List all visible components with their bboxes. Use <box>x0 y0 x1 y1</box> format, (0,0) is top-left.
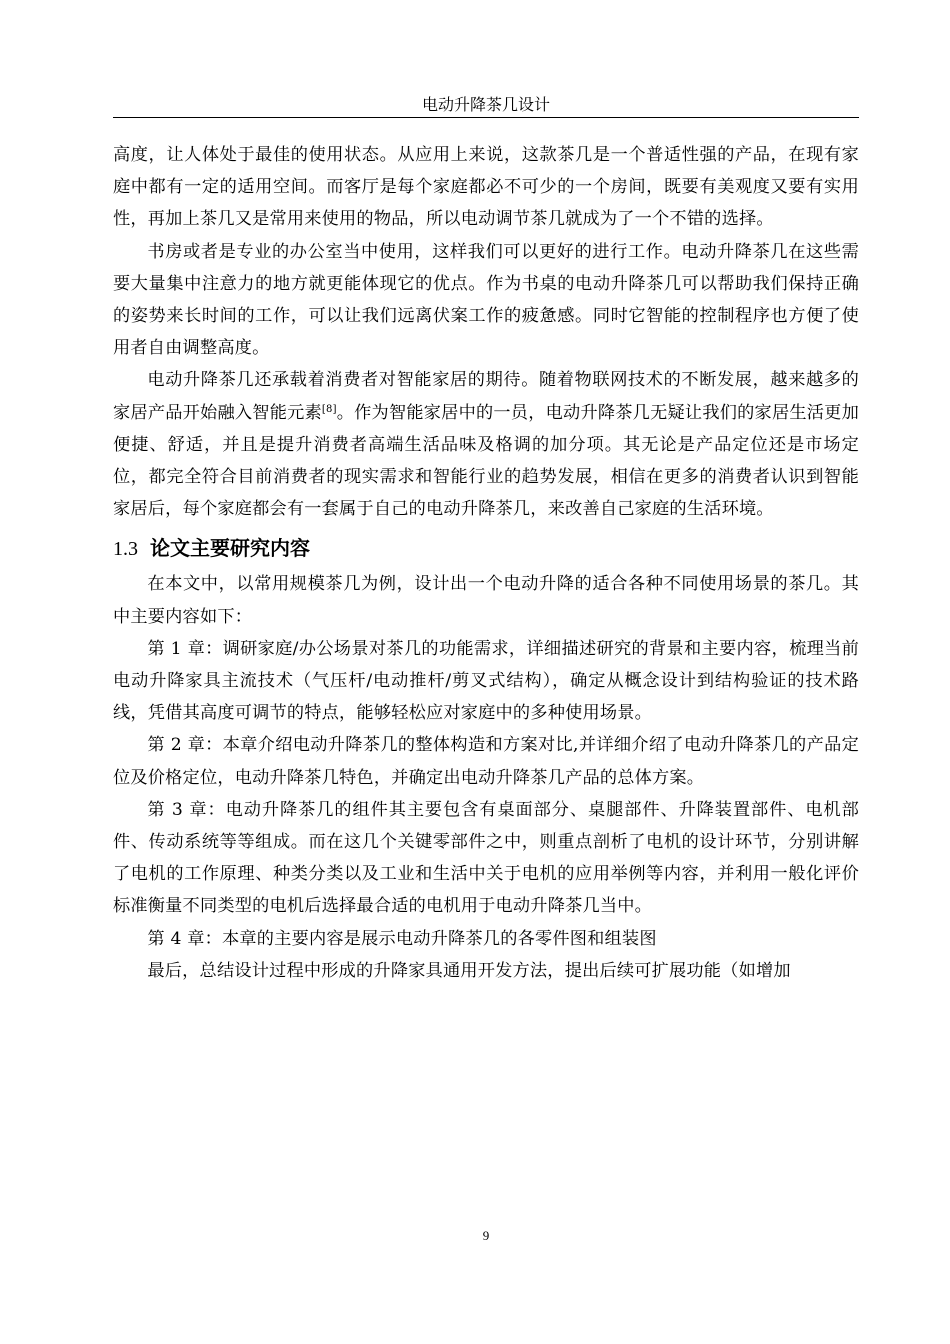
paragraph-chapter-1: 第 1 章：调研家庭/办公场景对茶几的功能需求，详细描述研究的背景和主要内容，梳理当前电动升降家具主流技术（气压杆/电动推杆/剪叉式结构），确定从概念设计到结构验证的技术路线，凭借其高度可调节的特点，能够轻松应对家庭中的多种使用场景。 <box>113 638 859 724</box>
citation-ref: [8] <box>321 403 337 415</box>
paragraph-chapter-2: 第 2 章：本章介绍电动升降茶几的整体构造和方案对比,并详细介绍了电动升降茶几的产品定位及价格定位，电动升降茶几特色，并确定出电动升降茶几产品的总体方案。 <box>113 735 859 788</box>
section-title: 论文主要研究内容 <box>150 536 310 561</box>
paragraph-continued: 高度，让人体处于最佳的使用状态。从应用上来说，这款茶几是一个普适性强的产品，在现有家庭中都有一定的适用空间。而客厅是每个家庭都必不可少的一个房间，既要有美观度又要有实用性，再加上茶几又是常用来使用的物品，所以电动调节茶几就成为了一个不错的选择。 <box>113 145 859 230</box>
paragraph-text: 电动升降茶几还承载着消费者对智能家居的期待。随着物联网技术的不断发展，越来越多的家居产品开始融入智能元素 <box>113 370 859 423</box>
paragraph-chapter-3: 第 3 章：电动升降茶几的组件其主要包含有桌面部分、桌腿部件、升降装置部件、电机部件、传动系统等等组成。而在这几个关键零部件之中，则重点剖析了电机的设计环节，分别讲解了电机的工作原理、种类分类以及工业和生活中关于电机的应用举例等内容，并利用一般化评价标准衡量不同类型的电机后选择最合适的电机用于电动升降茶几当中。 <box>113 799 859 917</box>
paragraph-summary: 最后，总结设计过程中形成的升降家具通用开发方法，提出后续可扩展功能（如增加 <box>147 960 791 981</box>
paragraph-study-room: 书房或者是专业的办公室当中使用，这样我们可以更好的进行工作。电动升降茶几在这些需要大量集中注意力的地方就更能体现它的优点。作为书桌的电动升降茶几可以帮助我们保持正确的姿势来长时间的工作，可以让我们远离伏案工作的疲惫感。同时它智能的控制程序也方便了使用者自由调整高度。 <box>113 241 859 359</box>
paragraph-intro: 在本文中，以常用规模茶几为例，设计出一个电动升降的适合各种不同使用场景的茶几。其中主要内容如下： <box>113 574 859 627</box>
paragraph-smart-home <box>113 364 859 525</box>
page-body <box>113 139 859 987</box>
page-number: 9 <box>482 1228 490 1243</box>
running-header: 电动升降茶几设计 <box>421 95 550 114</box>
paragraph-chapter-4: 第 4 章：本章的主要内容是展示电动升降茶几的各零件图和组装图 <box>147 928 657 949</box>
section-heading <box>113 531 859 566</box>
header-rule <box>113 117 859 118</box>
paragraph-text: 。作为智能家居中的一员，电动升降茶几无疑让我们的家居生活更加便捷、舒适，并且是提升消费者高端生活品味及格调的加分项。其无论是产品定位还是市场定位，都完全符合目前消费者的现实需求和智能行业的趋势发展，相信在更多的消费者认识到智能家居后，每个家庭都会有一套属于自己的电动升降茶几，来改善自己家庭的生活环境。 <box>113 402 859 520</box>
section-number: 1.3 <box>113 538 138 561</box>
